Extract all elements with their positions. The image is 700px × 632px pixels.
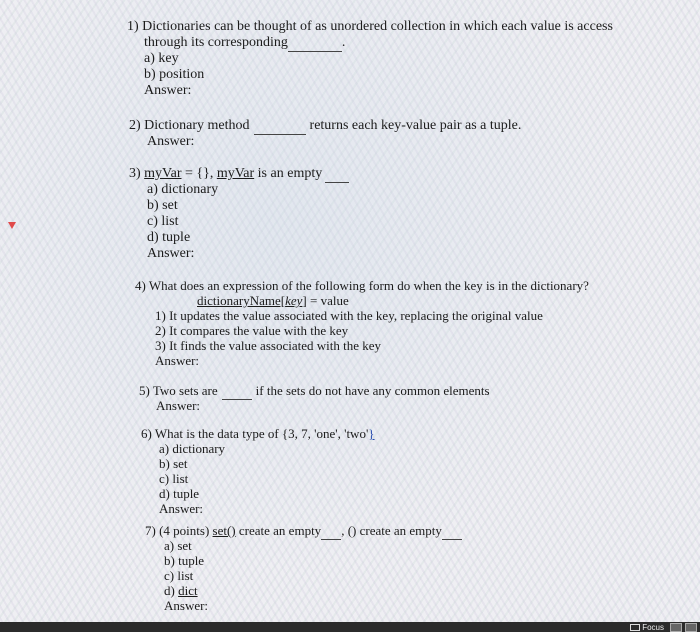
q4-option-2: 2) It compares the value with the key [155,323,349,338]
q6-option-a: a) dictionary [159,441,226,456]
q3-blank [325,166,349,183]
q7-blank-1 [321,523,341,540]
q1-option-a: a) key [144,51,179,66]
q3-option-b: b) set [147,198,178,213]
q1-line1: 1) Dictionaries can be thought of as unordered collection in which each value is access [127,19,613,34]
q2-answer-label: Answer: [147,134,195,149]
q4-line1: 4) What does an expression of the following form do when the key is in the dictionary? [135,278,589,293]
q6-answer-label: Answer: [159,501,204,516]
q7-option-c: c) list [164,568,194,583]
q3-line: 3) myVar = {}, myVar is an empty [129,166,349,183]
q5-answer-label: Answer: [156,398,201,413]
focus-button[interactable] [630,622,664,632]
layout-view-icon[interactable] [670,623,682,632]
q4-expression: dictionaryName[key] = value [197,293,349,308]
focus-icon [630,624,640,631]
q7-option-b: b) tuple [164,553,205,568]
q6-option-c: c) list [159,471,189,486]
q6-option-d: d) tuple [159,486,200,501]
q2-blank [254,118,306,135]
red-marker-icon [8,222,16,229]
q5-line: 5) Two sets are if the sets do not have any common elements [139,383,490,398]
q3-option-a: a) dictionary [147,182,219,197]
q2-line: 2) Dictionary method returns each key-value pair as a tuple. [129,118,522,133]
q3-option-c: c) list [147,214,179,229]
q1-line2: through its corresponding . [144,35,346,50]
q1-answer-label: Answer: [144,83,192,98]
q4-option-3: 3) It finds the value associated with the key [155,338,381,353]
q4-option-1: 1) It updates the value associated with the key, replacing the original value [155,308,543,323]
q7-option-a: a) set [164,538,192,553]
focus-label: Focus [642,622,664,632]
q6-line: 6) What is the data type of {3, 7, 'one', 'two'} [141,426,375,441]
q4-answer-label: Answer: [155,353,200,368]
q7-answer-label: Answer: [164,598,209,613]
q6-option-b: b) set [159,456,188,471]
q3-answer-label: Answer: [147,246,195,261]
q7-option-d: d) dict [164,583,198,598]
q7-blank-2 [442,523,462,540]
q1-blank [288,35,342,52]
status-bar [0,622,700,632]
q7-line: 7) (4 points) set() create an empty , () create an empty [145,523,462,540]
q1-option-b: b) position [144,67,205,82]
q3-option-d: d) tuple [147,230,191,245]
q5-blank [222,383,252,400]
grid-view-icon[interactable] [685,623,697,632]
